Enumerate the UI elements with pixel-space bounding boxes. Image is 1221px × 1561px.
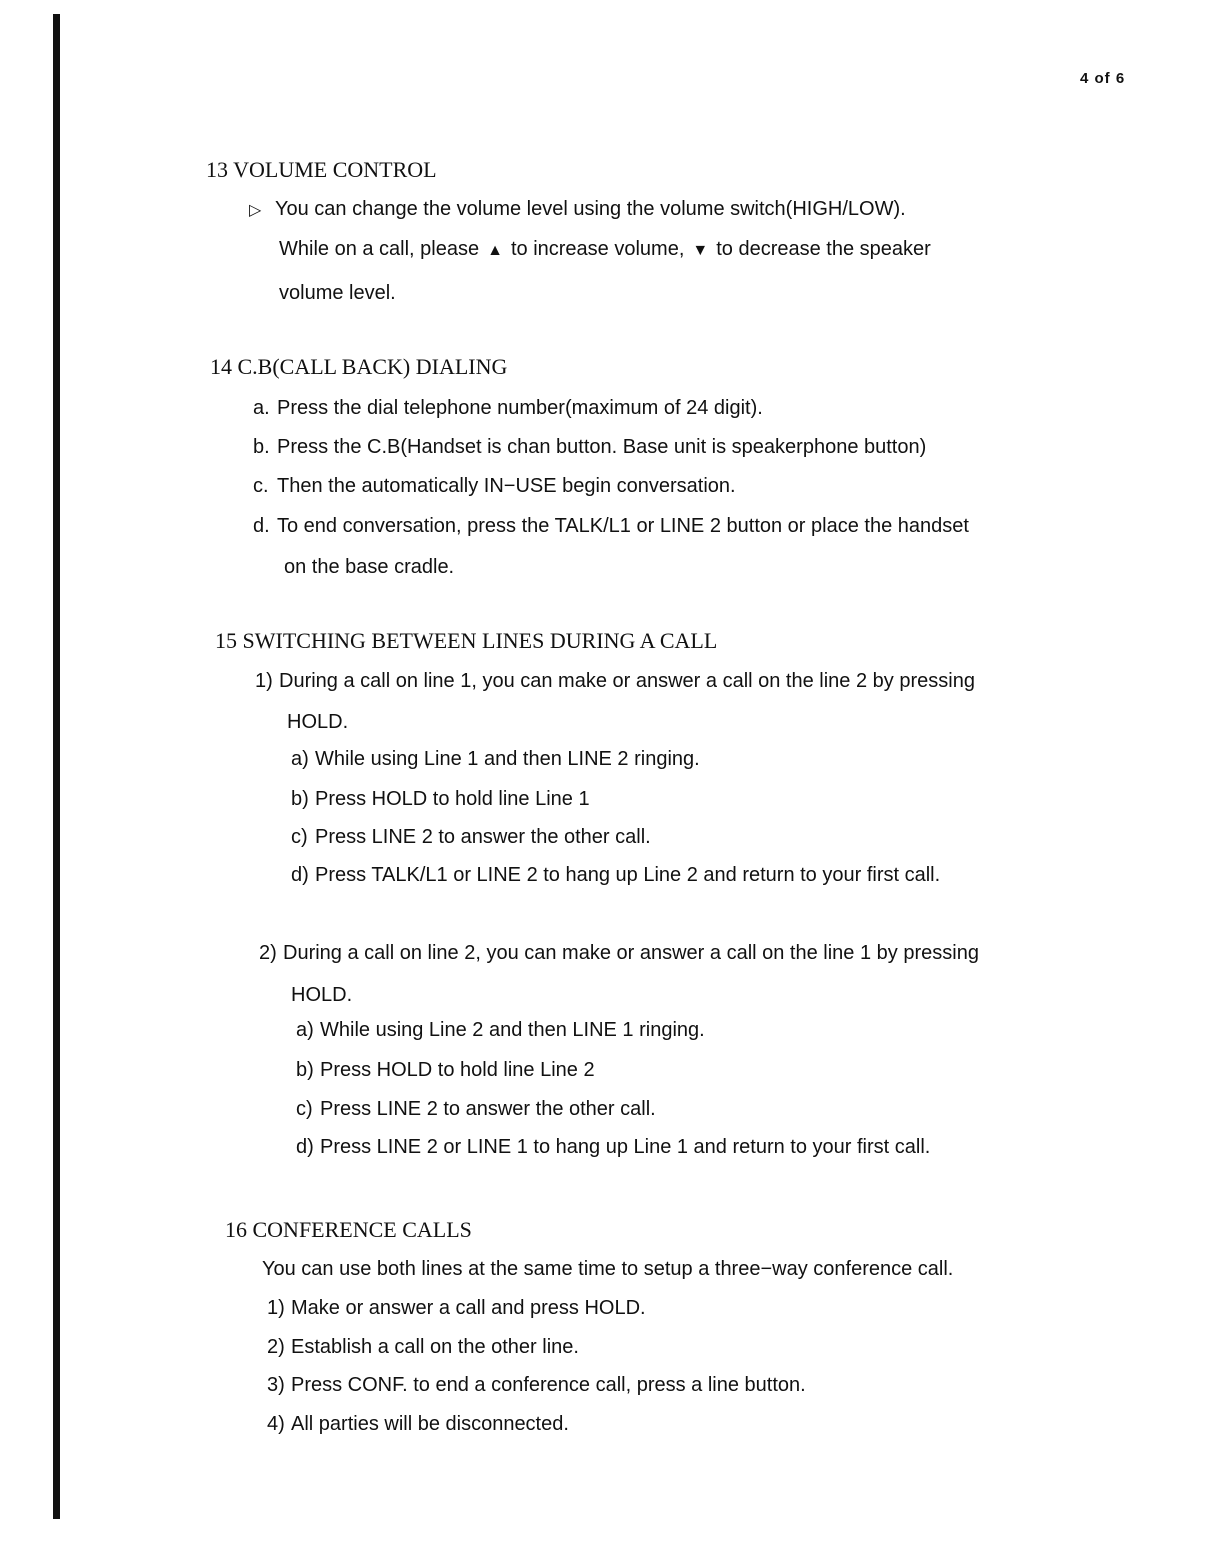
left-margin-bar [53,14,60,1519]
section-14-heading: 14 C.B(CALL BACK) DIALING [210,354,508,379]
sub-list-item [296,1016,705,1044]
list-item [267,1333,579,1361]
up-arrow-icon: ▲ [487,242,503,259]
list-marker: c. [253,475,269,497]
list-item [253,394,763,422]
list-marker: d. [253,515,270,537]
list-marker: 4) [267,1413,285,1435]
list-marker: c) [291,826,308,848]
list-item-continuation: HOLD. [287,711,349,733]
list-item [253,472,736,500]
list-marker: 3) [267,1374,285,1396]
list-item-continuation: HOLD. [291,984,353,1006]
sub-list-item [291,785,590,813]
list-marker: a) [291,748,309,770]
list-marker: 1) [255,670,273,692]
list-marker: 1) [267,1297,285,1319]
list-item [267,1371,806,1399]
list-item-text: While using Line 2 and then LINE 1 ringing. [320,1019,705,1041]
list-marker: c) [296,1098,313,1120]
list-item-text: Press HOLD to hold line Line 2 [320,1059,595,1081]
list-item-text: During a call on line 1, you can make or answer a call on the line 2 by pressing [279,670,975,692]
list-item-text: Press the dial telephone number(maximum of 24 digit). [277,397,763,419]
list-item [255,667,975,695]
list-item-text: Press LINE 2 or LINE 1 to hang up Line 1 and return to your first call. [320,1136,931,1158]
sub-list-item [296,1056,595,1084]
list-marker: d) [296,1136,314,1158]
list-marker: d) [291,864,309,886]
volume-line-2-part-c: to decrease the speaker [716,238,931,260]
section-13-line-2 [279,235,931,265]
list-item-text: Press CONF. to end a conference call, press a line button. [291,1374,806,1396]
list-item-text: Press LINE 2 to answer the other call. [320,1098,656,1120]
list-item-text: Press HOLD to hold line Line 1 [315,788,590,810]
down-arrow-icon: ▼ [692,242,709,259]
page-number: 4 of 6 [1080,70,1126,87]
list-marker: 2) [259,942,277,964]
list-item-text: All parties will be disconnected. [291,1413,569,1435]
triangle-bullet-icon: ▷ [249,202,262,219]
sub-list-item [296,1095,656,1123]
list-item-text: While using Line 1 and then LINE 2 ringing. [315,748,700,770]
sub-list-item [291,861,940,889]
section-13-line-1 [249,195,906,225]
list-item-text: During a call on line 2, you can make or answer a call on the line 1 by pressing [283,942,979,964]
list-item-text: Press the C.B(Handset is chan button. Base unit is speakerphone button) [277,436,927,458]
list-item-text: To end conversation, press the TALK/L1 or LINE 2 button or place the handset [277,515,969,537]
list-item-text: Establish a call on the other line. [291,1336,579,1358]
list-marker: b) [291,788,309,810]
list-item-text: Make or answer a call and press HOLD. [291,1297,646,1319]
section-16-intro: You can use both lines at the same time to setup a three−way conference call. [262,1258,954,1280]
sub-list-item [296,1133,930,1161]
section-13-heading: 13 VOLUME CONTROL [206,157,437,182]
list-marker: b. [253,436,270,458]
sub-list-item [291,823,651,851]
section-15-heading: 15 SWITCHING BETWEEN LINES DURING A CALL [215,628,718,653]
list-item-text: Then the automatically IN−USE begin conversation. [277,475,736,497]
list-marker: b) [296,1059,314,1081]
list-item [253,512,969,540]
section-13-line-3: volume level. [279,282,396,304]
list-item-text: Press LINE 2 to answer the other call. [315,826,651,848]
volume-line-2-part-b: to increase volume, [510,238,685,260]
list-item-continuation: on the base cradle. [284,556,455,578]
list-item [259,939,979,967]
list-marker: 2) [267,1336,285,1358]
sub-list-item [291,745,700,773]
list-item [267,1294,646,1322]
section-16-heading: 16 CONFERENCE CALLS [225,1217,472,1242]
list-marker: a. [253,397,270,419]
list-item-text: Press TALK/L1 or LINE 2 to hang up Line 2 and return to your first call. [315,864,941,886]
list-item [267,1410,569,1438]
list-item [253,433,926,461]
list-marker: a) [296,1019,314,1041]
volume-line-2-part-a: While on a call, please [279,238,480,260]
volume-line-1-text: You can change the volume level using the volume switch(HIGH/LOW). [275,198,906,220]
